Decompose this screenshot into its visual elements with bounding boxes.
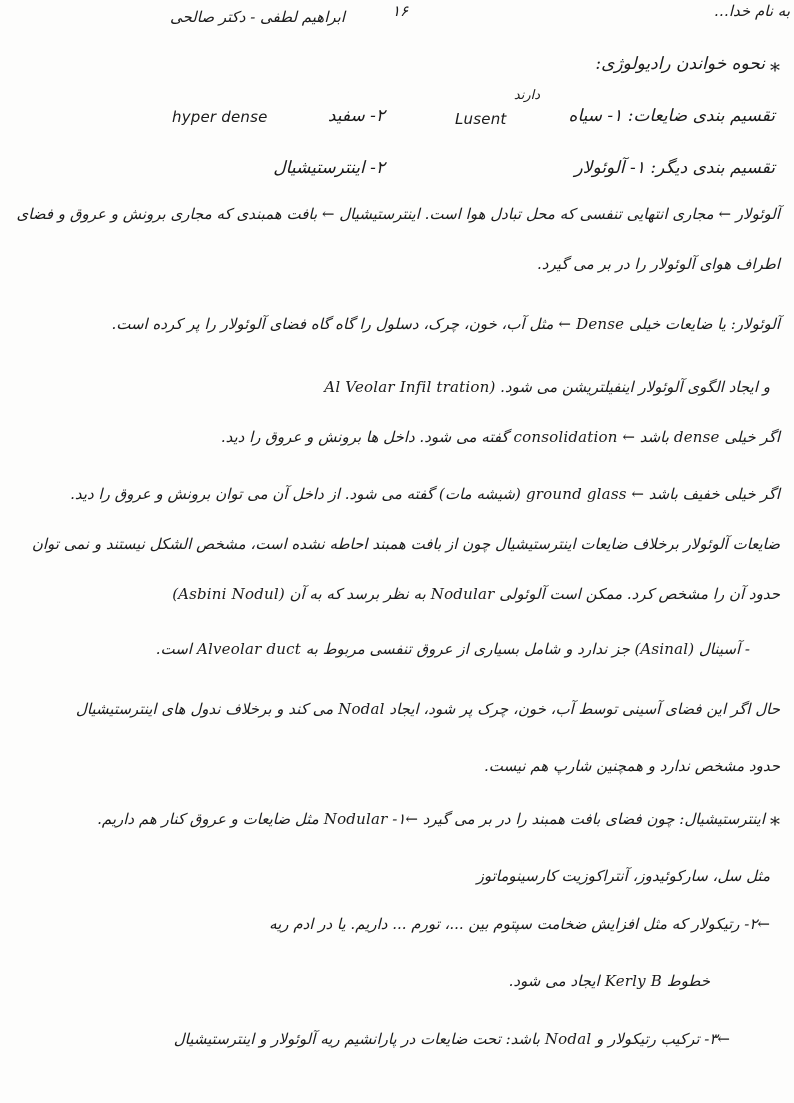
header-title: ابراهیم لطفی - دکتر صالحی [170,8,345,26]
lucent-term: Lusent [455,110,507,128]
bullet-star-2: * [770,812,780,836]
interstitial-line-4: خطوط Kerly B ایجاد می شود. [508,972,710,990]
definition-line-1: آلوئولار ← مجاری انتهایی تنفسی که محل تبادل هوا است. اینترستیشیال ← بافت همبندی که مجاری برونش و عروق و فضای [16,205,780,223]
hyperdense-term: hyper dense [172,108,268,126]
density-label: تقسیم بندی ضایعات: ۱- سیاه [568,106,775,126]
interstitial-line-3: ←۲- رتیکولار که مثل افزایش ضخامت سپتوم بین ...، تورم ... داریم. یا در ادم ریه [269,915,770,933]
interstitial-line-1: اینترستیشیال: چون فضای بافت همبند را در بر می گیرد ←۱- Nodular مثل ضایعات و عروق کنار هم داریم. [97,810,765,828]
paragraph-line-1: ضایعات آلوئولار برخلاف ضایعات اینترستیشیال چون از بافت همبند احاطه نشده است، مشخص الشکل نیستند و نمی توان [31,535,780,553]
consolidation-line: اگر خیلی dense باشد ← consolidation گفته می شود. داخل ها برونش و عروق را دید. [220,428,780,446]
interstitial-line-5: ←۳- ترکیب رتیکولار و Nodal باشد: تحت ضایعات در پارانشیم ریه آلوئولار و اینترستیشیال [173,1030,730,1048]
interstitial-label: ۲- اینترستیشیال [273,158,385,178]
paragraph-line-3: حال اگر این فضای آسینی توسط آب، خون، چرک پر شود، ایجاد Nodal می کند و برخلاف ندول های اینترستیشیال [75,700,780,718]
asinal-line: - آسینال (Asinal) جز ندارد و شامل بسیاری از عروق تنفسی مربوط به Alveolar duct است. [155,640,750,658]
bullet-star: * [770,58,780,82]
header-page-number: ۱۶ [392,2,409,20]
density-note: دارند [513,88,540,103]
section-title: نحوه خواندن رادیولوژی: [595,54,765,74]
types-label: تقسیم بندی دیگر: ۱- آلوئولار [574,158,775,178]
ground-glass-line: اگر خیلی خفیف باشد ← ground glass (شیشه مات) گفته می شود. از داخل آن می توان برونش و عروق را دید. [70,485,780,503]
definition-line-2: اطراف هوای آلوئولار را در بر می گیرد. [537,255,780,273]
header-name-fragment: به نام خدا… [713,2,790,20]
white-label: ۲- سفید [327,106,385,126]
alveolar-line-2: و ایجاد الگوی آلوئولار اینفیلتریشن می شود. (Al Veolar Infil tration [324,378,770,396]
alveolar-line-1: آلوئولار: یا ضایعات خیلی Dense ← مثل آب، خون، چرک، دسلول را گاه گاه فضای آلوئولار را پر کرده است. [111,315,780,333]
paragraph-line-2: حدود آن را مشخص کرد. ممکن است آلوئولی Nodular به نظر برسد که به آن (Asbini Nodul) [172,585,780,603]
interstitial-line-2: مثل سل، سارکوئیدوز، آنتراکوزیت کارسینوماتوز [476,867,770,885]
paragraph-line-4: حدود مشخص ندارد و همچنین شارپ هم نیست. [483,757,780,775]
